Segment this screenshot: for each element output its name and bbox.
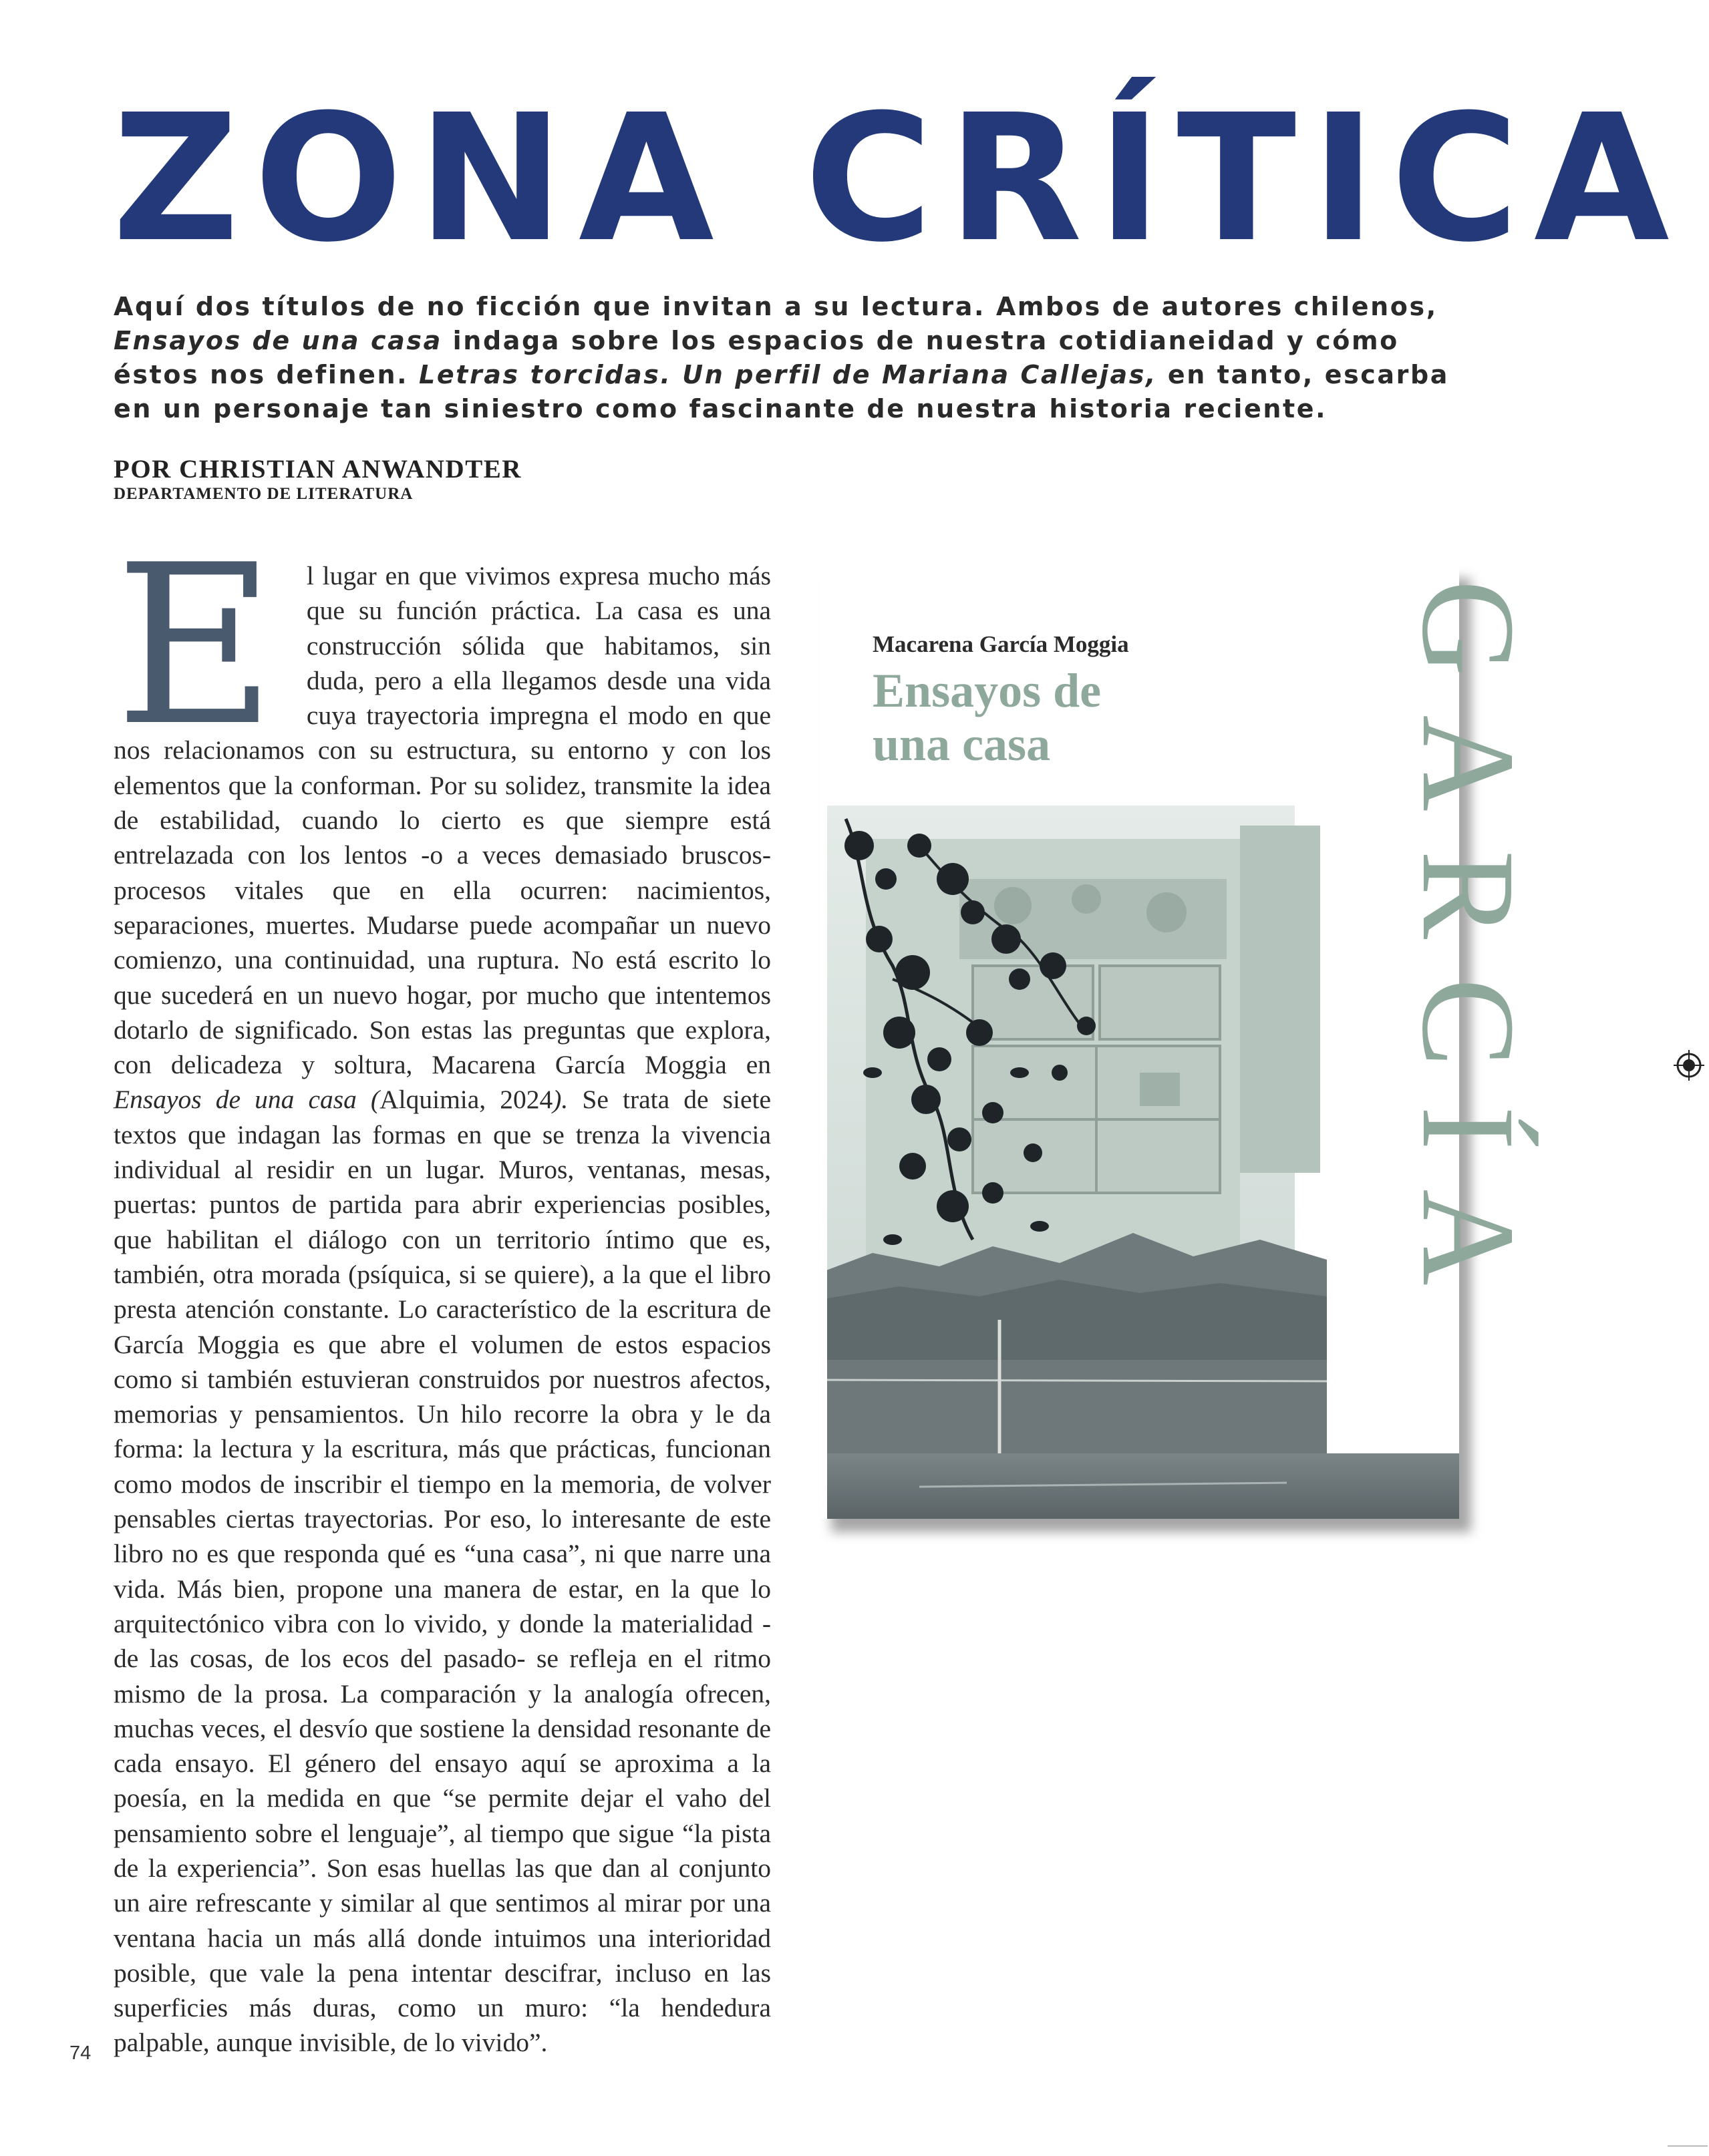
- section-title: ZONA CRÍTICA: [112, 77, 1684, 281]
- cover-title-line2: una casa: [873, 717, 1051, 771]
- intro-text-2: indaga sobre los espacios de nuestra cotidianeidad y cómo éstos nos definen.: [114, 326, 1399, 389]
- article-body: [114, 518, 771, 2060]
- cover-spine-name: GARCÍA: [1394, 580, 1542, 1324]
- cover-author: Macarena García Moggia: [873, 631, 1129, 657]
- author-byline: POR CHRISTIAN ANWANDTER: [114, 455, 522, 484]
- article-book-publisher: Alquimia, 2024: [379, 1085, 553, 1115]
- drop-cap: E: [115, 518, 276, 774]
- article-book-title: Ensayos de una casa (: [114, 1085, 380, 1115]
- cover-title-line1: Ensayos de: [873, 664, 1102, 717]
- intro-text-3: en tanto, escarba en un personaje tan siniestro como fascinante de nuestra historia reciente.: [114, 360, 1450, 423]
- registration-mark-icon: [1674, 1050, 1704, 1081]
- intro-text-1: Aquí dos títulos de no ficción que invitan a su lectura. Ambos de autores chilenos,: [114, 292, 1438, 321]
- article-text-a: l lugar en que vivimos expresa mucho más que su función práctica. La casa es una construcción sólida que habitamos, sin duda, pero a ella llegamos desde una vida cuya trayectoria impregna el modo en que nos relacionamos con su estructura, su entorno y con los elementos que la conforman. Por su solidez, transmite la idea de estabilidad, cuando lo cierto es que siempre está entrelazada con los lentos -o a veces demasiado bruscos- procesos vitales que en ella ocurren: nacimientos, separaciones, muertes. Mudarse puede acompañar un nuevo comienzo, una continuidad, una ruptura. No está escrito lo que sucederá en un nuevo hogar, por mucho que intentemos dotarlo de significado. Son estas las preguntas que explora, con delicadeza y soltura, Macarena García Moggia en: [114, 561, 771, 1080]
- intro-paragraph: [114, 290, 1456, 426]
- article-text-b: Se trata de siete textos que indagan las formas en que se trenza la vivencia individual al residir en un lugar. Muros, ventanas, mesas, puertas: puntos de partida para abrir experiencias posibles, que habilitan el diálogo con un territorio íntimo que es, también, otra morada (psíquica, si se quiere), a la que el libro presta atención constante. Lo característico de la escritura de García Moggia es que abre el volumen de estos espacios como si también estuvieran construidos por nuestros afectos, memorias y pensamientos. Un hilo recorre la obra y le da forma: la lectura y la escritura, más que prácticas, funcionan como modos de inscribir el tiempo en la memoria, de volver pensables ciertas trayectorias. Por eso, lo interesante de este libro no es que responda qué es “una casa”, ni que narre una vida. Más bien, propone una manera de estar, en la que lo arquitectónico vibra con lo vivido, y donde la materialidad -de las cosas, de los ecos del pasado- se refleja en el ritmo mismo de la prosa. La comparación y la analogía ofrecen, muchas veces, el desvío que sostiene la densidad resonante de cada ensayo. El género del ensayo aquí se aproxima a la poesía, en la medida en que “se permite dejar el vaho del pensamiento sobre el lenguaje”, al tiempo que sigue “la pista de la experiencia”. Son esas huellas las que dan al conjunto un aire refrescante y similar al que sentimos al mirar por una ventana hacia un más allá donde intuimos una interioridad posible, que vale la pena intentar descifrar, incluso en las superficies más duras, como un muro: “la hendedura palpable, aunque invisible, de lo vivido”.: [114, 1085, 771, 2058]
- page-edge-rule: [1668, 2145, 1708, 2147]
- author-department: DEPARTAMENTO DE LITERATURA: [114, 485, 414, 503]
- article-book-close: ).: [553, 1085, 569, 1115]
- book-cover: [819, 565, 1542, 1519]
- intro-book2-title: Letras torcidas. Un perfil de Mariana Callejas,: [419, 360, 1158, 389]
- intro-book1-title: Ensayos de una casa: [114, 326, 442, 355]
- page-number: 74: [69, 2042, 92, 2064]
